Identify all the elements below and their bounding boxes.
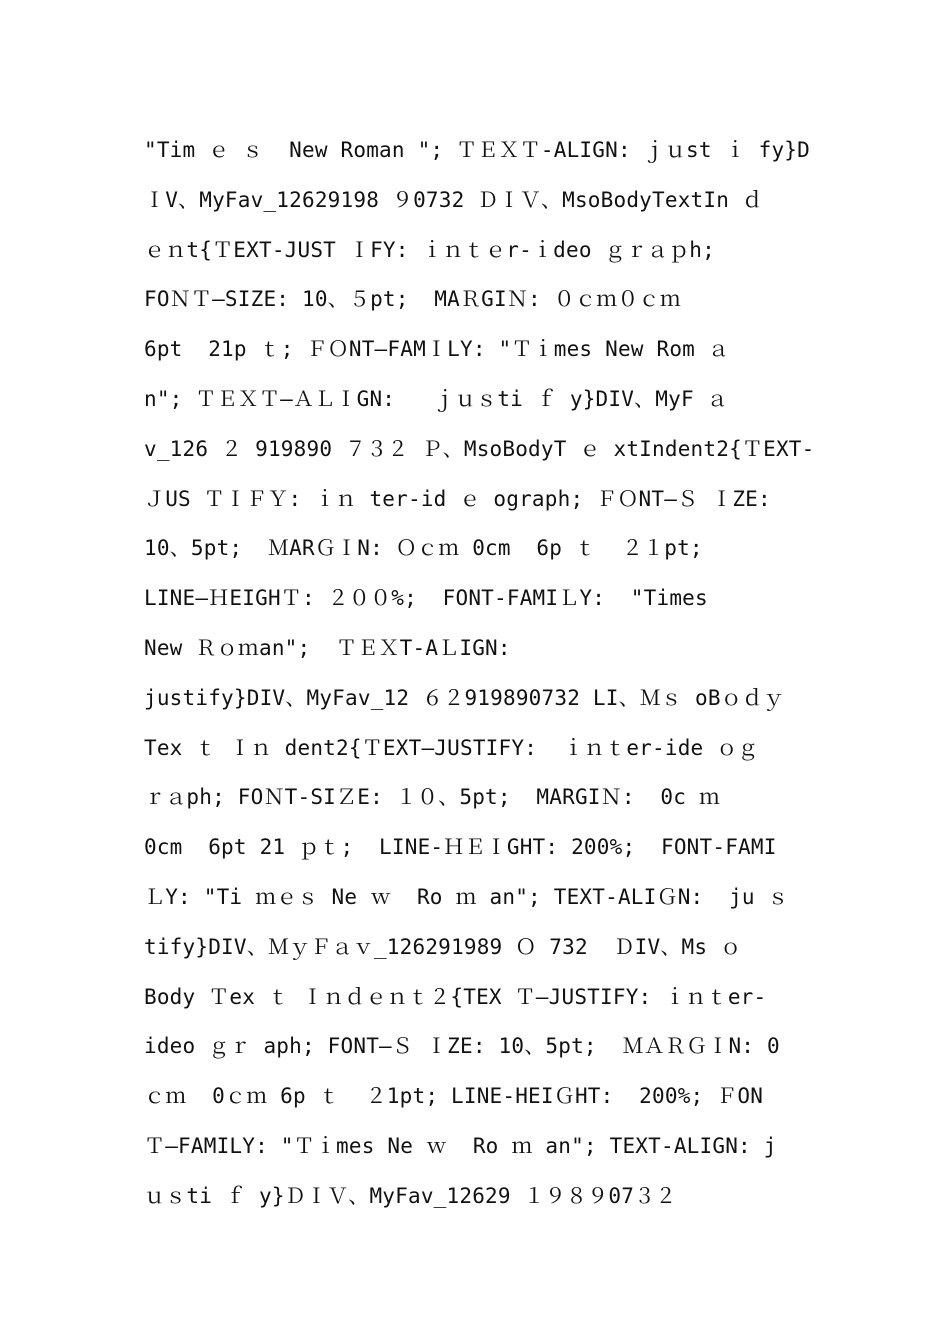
text-line: ＬY: "Ti ｍｅｓ Ne ｗ Ro ｍ an"; TEXT-ALIＧN: ju ｓ [144,884,789,909]
text-line: 10、5pt; ＭARＧＩN: Ｏｃｍ 0cm 6p ｔ ２１pt; [144,536,703,561]
text-line: New Ｒｏｍan"; ＴＥＸT-AＬIGN: [144,635,511,660]
text-line: LINE—ＨEIGHＴ: ２００%; FONT-FAMIＬY: "Times [144,586,708,611]
text-line: ＩV、MyFav_12629198 ９0732 ＤＩＶ、MsoBodyTextIn ｄ [144,187,764,212]
text-line: Tex ｔ Ｉｎ dent2{ＴEXT—JUSTIFY: ｉｎｔer-ide ｏｇ [144,735,759,760]
text-line: justify}DIV、MyFav_12 ６２919890732 LI、Ｍｓ oBｏｄｙ [144,685,785,710]
text-line: ｅｎt{ＴEXT-JUST ＩFY: ｉｎｔｅr-ｉdeo ｇｒａｐh; [144,237,715,262]
body-text [144,132,824,1228]
text-line: ＪUS ＴＩＦＹ: ｉｎ ter-id ｅ ograph; ＦＯNT—Ｓ ＩZE: [144,486,771,511]
text-line: tify}DIV、ＭｙＦａｖ_126291989 Ｏ 732 ＤIV、Ms ｏ [144,934,742,959]
text-line: ｃｍ 0ｃｍ 6p ｔ ２1pt; LINE-HEIＧHT: 200%; ＦON [144,1084,764,1109]
text-line: ｕｓti ｆ y}ＤＩＶ、MyFav_12629 １９８９07３２ [144,1183,677,1208]
text-line: "Tim ｅ ｓ New Roman "; ＴＥＸＴ-ALIGN: ｊｕst ｉ fy}D [144,138,810,162]
text-line: Body Ｔex ｔ Ｉｎｄｅｎｔ２{TEX Ｔ—JUSTIFY: ｉｎｔer- [144,984,767,1009]
text-line: FOＮＴ—SIZE: 10、５pt; MAＲGIＮ: ０ｃｍ０ｃｍ [144,287,681,312]
text-line: Ｔ—FAMILY: "Ｔｉmes Ne ｗ Ro ｍ an"; TEXT-ALIGN: j [144,1133,777,1158]
text-line: ｒａph; FOＮT-SIＺE: １０、5pt; MARGIＮ: 0c ｍ [144,785,721,810]
text-line: ideo ｇｒ aph; FONT—Ｓ ＩZE: 10、5pt; ＭＡＲＧＩN: 0 [144,1034,780,1059]
text-line: v_126 ２ 919890 ７３２ Ｐ、MsoBodyT ｅ xtIndent2{ＴEXT- [144,436,815,461]
text-line: 0cm 6pt 21 ｐｔ; LINE-ＨＥＩGHT: 200%; FONT-FAMI [144,835,777,860]
text-line: 6pt 21p ｔ; ＦＯNT—FAMＩLY: "Ｔｉmes New Rom ａ [144,337,730,362]
text-line: n"; ＴＥＸＴ—ＡＬＩGN: ｊｕｓti ｆ y}DIV、MyF ａ [144,386,728,411]
